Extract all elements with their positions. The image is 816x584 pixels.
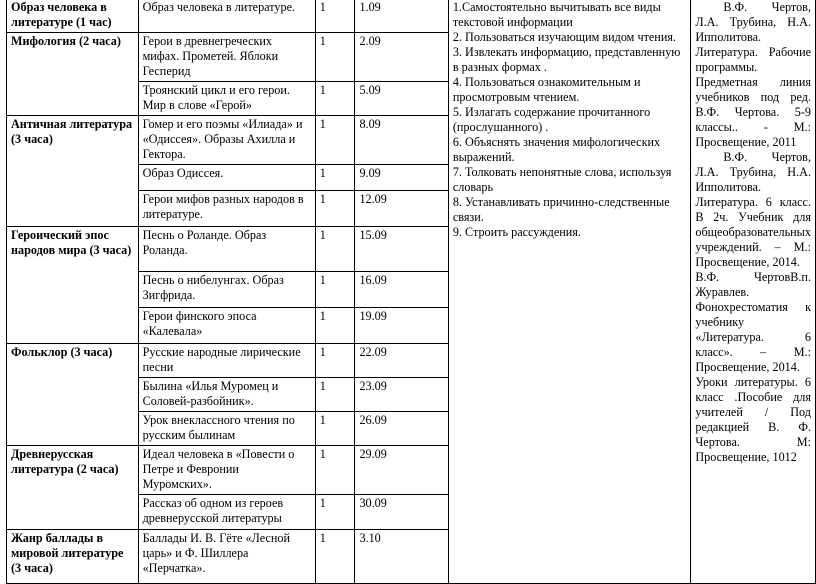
topic-cell: Песнь о нибелунгах. Образ Зигфрида. — [138, 272, 315, 308]
hours-cell: 1 — [315, 272, 355, 308]
topic-cell: Гомер и его поэмы «Илиада» и «Одиссея». Образы Ахилла и Гектора. — [138, 116, 315, 165]
skill-item: 5. Излагать содержание прочитанного (прослушанного) . — [452, 105, 651, 134]
topic-cell: Образ Одиссея. — [138, 165, 315, 191]
date-cell: 15.09 — [355, 227, 448, 272]
hours-cell: 1 — [315, 33, 355, 82]
date-cell: 12.09 — [355, 191, 448, 227]
topic-cell: Рассказ об одном из героев древнерусской литературы — [138, 495, 315, 530]
topic-cell: Троянский цикл и его герои. Мир в слове «Герой» — [138, 82, 315, 116]
topic-cell: Образ человека в литературе. — [138, 0, 315, 33]
date-cell: 23.09 — [355, 378, 448, 412]
literature-item: В.Ф. ЧертовВ.п. Журавлев. Фонохрестоматия к учебнику «Литература. 6 класс». – М.: Просвещение, 2014. — [695, 270, 811, 374]
date-cell: 29.09 — [355, 446, 448, 495]
topic-cell: Песнь о Роланде. Образ Роланда. — [138, 227, 315, 272]
topic-cell: Русские народные лирические песни — [138, 344, 315, 378]
date-cell: 19.09 — [355, 308, 448, 344]
skill-item: 1.Самостоятельно вычитывать все виды текстовой информации — [452, 0, 661, 29]
topic-cell: Герои мифов разных народов в литературе. — [138, 191, 315, 227]
skill-item: 8. Устанавливать причинно-следственные связи. — [452, 195, 670, 224]
skill-item: 9. Строить рассуждения. — [452, 225, 581, 239]
date-cell: 22.09 — [355, 344, 448, 378]
hours-cell: 1 — [315, 227, 355, 272]
topic-cell: Баллады И. В. Гёте «Лесной царь» и Ф. Шиллера «Перчатка». — [138, 530, 315, 584]
skill-item: 4. Пользоваться ознакомительным и просмотровым чтением. — [452, 75, 641, 104]
section-cell: Героический эпос народов мира (3 часа) — [7, 227, 139, 344]
hours-cell: 1 — [315, 165, 355, 191]
date-cell: 9.09 — [355, 165, 448, 191]
hours-cell: 1 — [315, 191, 355, 227]
hours-cell: 1 — [315, 412, 355, 446]
literature-cell — [691, 0, 816, 584]
hours-cell: 1 — [315, 495, 355, 530]
topic-cell: Идеал человека в «Повести о Петре и Февронии Муромских». — [138, 446, 315, 495]
topic-cell: Герои финского эпоса «Калевала» — [138, 308, 315, 344]
section-cell: Древнерусская литература (2 часа) — [7, 446, 139, 530]
hours-cell: 1 — [315, 446, 355, 495]
hours-cell: 1 — [315, 378, 355, 412]
date-cell: 2.09 — [355, 33, 448, 82]
skill-item: 2. Пользоваться изучающим видом чтения. — [452, 30, 677, 44]
literature-item: В.Ф. Чертов, Л.А. Трубина, Н.А. Ипполитова. Литература. Рабочие программы. Предметная линия учебников под ред. В.Ф. Чертова. 5-9 классы.. - М.: Просвещение, 2011 — [695, 0, 811, 149]
section-cell: Образ человека в литературе (1 час) — [7, 0, 139, 33]
skill-item: 7. Толковать непонятные слова, используя словарь — [452, 165, 672, 194]
topic-cell: Былина «Илья Муромец и Соловей-разбойник». — [138, 378, 315, 412]
hours-cell: 1 — [315, 0, 355, 33]
literature-item: В.Ф. Чертов, Л.А. Трубина, Н.А. Ипполитова. Литература. 6 класс. В 2ч. Учебник для общеобразовательных учреждений. – М.: Просвещение, 2014. — [695, 150, 811, 269]
skill-item: 6. Объяснять значения мифологических выражений. — [452, 135, 661, 164]
topic-cell: Герои в древнегреческих мифах. Прометей. Яблоки Гесперид — [138, 33, 315, 82]
date-cell: 5.09 — [355, 82, 448, 116]
date-cell: 3.10 — [355, 530, 448, 584]
topic-cell: Урок внеклассного чтения по русским былинам — [138, 412, 315, 446]
section-cell: Мифология (2 часа) — [7, 33, 139, 116]
table-row — [7, 0, 816, 33]
hours-cell: 1 — [315, 308, 355, 344]
skill-item: 3. Извлекать информацию, представленную в разных формах . — [452, 45, 681, 74]
lesson-plan-table — [6, 0, 816, 584]
section-cell: Фольклор (3 часа) — [7, 344, 139, 446]
date-cell: 1.09 — [355, 0, 448, 33]
hours-cell: 1 — [315, 116, 355, 165]
literature-item: Уроки литературы. 6 класс .Пособие для учителей / Под редакцией В. Ф. Чертова. М: Просвещение, 1012 — [695, 375, 811, 464]
section-cell: Жанр баллады в мировой литературе (3 часа) — [7, 530, 139, 584]
hours-cell: 1 — [315, 82, 355, 116]
hours-cell: 1 — [315, 344, 355, 378]
date-cell: 30.09 — [355, 495, 448, 530]
date-cell: 26.09 — [355, 412, 448, 446]
hours-cell: 1 — [315, 530, 355, 584]
skills-cell — [448, 0, 691, 584]
date-cell: 16.09 — [355, 272, 448, 308]
section-cell: Античная литература (3 часа) — [7, 116, 139, 227]
date-cell: 8.09 — [355, 116, 448, 165]
